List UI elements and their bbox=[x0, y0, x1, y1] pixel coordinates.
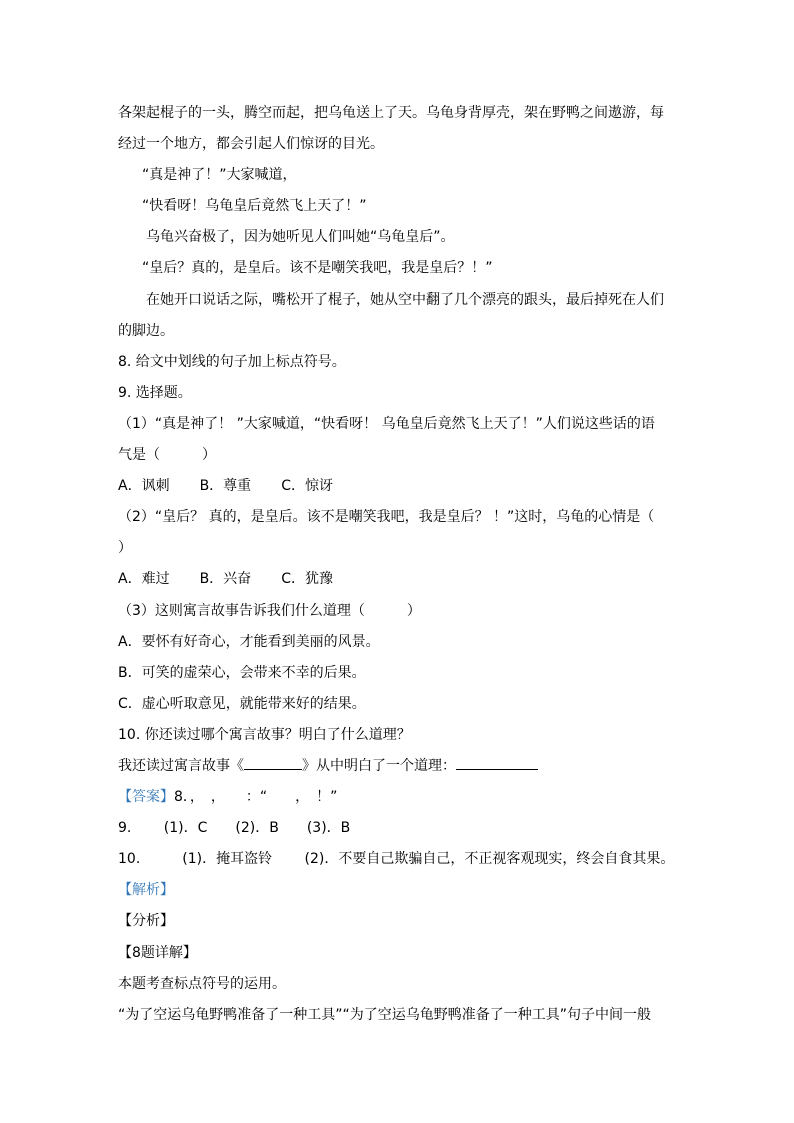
question-10-fill bbox=[118, 755, 678, 786]
question-9-1: （1）“真是神了！ ”大家喊道，“快看呀！ 乌龟皇后竟然飞上天了！”人们说这些话的语 bbox=[118, 415, 655, 432]
analysis-text: “为了空运乌龟野鸭准备了一种工具”“为了空运乌龟野鸭准备了一种工具”句子中间一般 bbox=[118, 1006, 652, 1023]
passage-line: 在她开口说话之际，嘴松开了棍子，她从空中翻了几个漂亮的跟头，最后掉死在人们 bbox=[146, 291, 664, 308]
passage-line: 经过一个地方，都会引起人们惊讶的目光。 bbox=[118, 136, 384, 153]
question-9-2-options bbox=[118, 568, 678, 599]
option-a: A．难过 bbox=[118, 571, 170, 588]
blank-line bbox=[456, 755, 538, 770]
passage-line: 各架起棍子的一头，腾空而起，把乌龟送上了天。乌龟身背厚壳，架在野鸭之间遨游，每 bbox=[118, 105, 664, 121]
passage-line: 的脚边。 bbox=[118, 322, 174, 339]
option-c: C．犹豫 bbox=[281, 571, 333, 588]
document-page bbox=[118, 102, 678, 1035]
passage-line: “真是神了！”大家喊道， bbox=[142, 167, 297, 184]
option-b: B．可笑的虚荣心，会带来不幸的后果。 bbox=[118, 664, 366, 681]
option-a: A．讽刺 bbox=[118, 478, 170, 495]
question-10: 10. 你还读过哪个寓言故事？明白了什么道理？ bbox=[118, 726, 411, 743]
option-b: B．兴奋 bbox=[199, 571, 252, 588]
question-8: 8. 给文中划线的句子加上标点符号。 bbox=[118, 353, 346, 370]
option-a: A．要怀有好奇心，才能看到美丽的风景。 bbox=[118, 633, 380, 650]
question-9: 9. 选择题。 bbox=[118, 384, 192, 401]
blank-line bbox=[244, 755, 302, 770]
fill-text: 我还读过寓言故事《 bbox=[118, 757, 244, 774]
question-9-3: （3）这则寓言故事告诉我们什么道理（ ） bbox=[118, 602, 421, 619]
answer-10: 10. (1)．掩耳盗铃 (2)．不要自己欺骗自己，不正视客观现实，终会自食其果。 bbox=[118, 851, 675, 868]
answer-label: 【答案】 bbox=[118, 789, 174, 806]
question-9-2: （2）“皇后？ 真的，是皇后。该不是嘲笑我吧，我是皇后？ ！”这时，乌龟的心情是（ bbox=[118, 509, 655, 526]
question-9-1-cont: 气是（ ） bbox=[118, 447, 216, 464]
passage-line: 乌龟兴奋极了，因为她听见人们叫她“乌龟皇后”。 bbox=[146, 229, 455, 246]
analysis-label: 【解析】 bbox=[118, 882, 174, 899]
answer-text: 8．， ， ：“ ， ！” bbox=[174, 789, 338, 806]
passage-line: “皇后？真的，是皇后。该不是嘲笑我吧，我是皇后？！” bbox=[142, 260, 493, 277]
option-c: C．虚心听取意见，就能带来好的结果。 bbox=[118, 695, 366, 712]
answer-8 bbox=[118, 786, 678, 817]
question-9-1-options bbox=[118, 475, 678, 506]
analysis-text: 本题考查标点符号的运用。 bbox=[118, 975, 286, 992]
answer-9: 9. (1)．C (2)．B (3)．B bbox=[118, 820, 351, 837]
question-9-2-cont: ） bbox=[118, 540, 132, 557]
option-b: B．尊重 bbox=[199, 478, 252, 495]
fill-text: 》从中明白了一个道理： bbox=[302, 757, 456, 774]
detail-heading: 【8题详解】 bbox=[118, 944, 197, 961]
passage-line: “快看呀！乌龟皇后竟然飞上天了！” bbox=[142, 198, 367, 215]
option-c: C．惊讶 bbox=[281, 478, 333, 495]
analysis-fenxi: 【分析】 bbox=[118, 913, 174, 930]
